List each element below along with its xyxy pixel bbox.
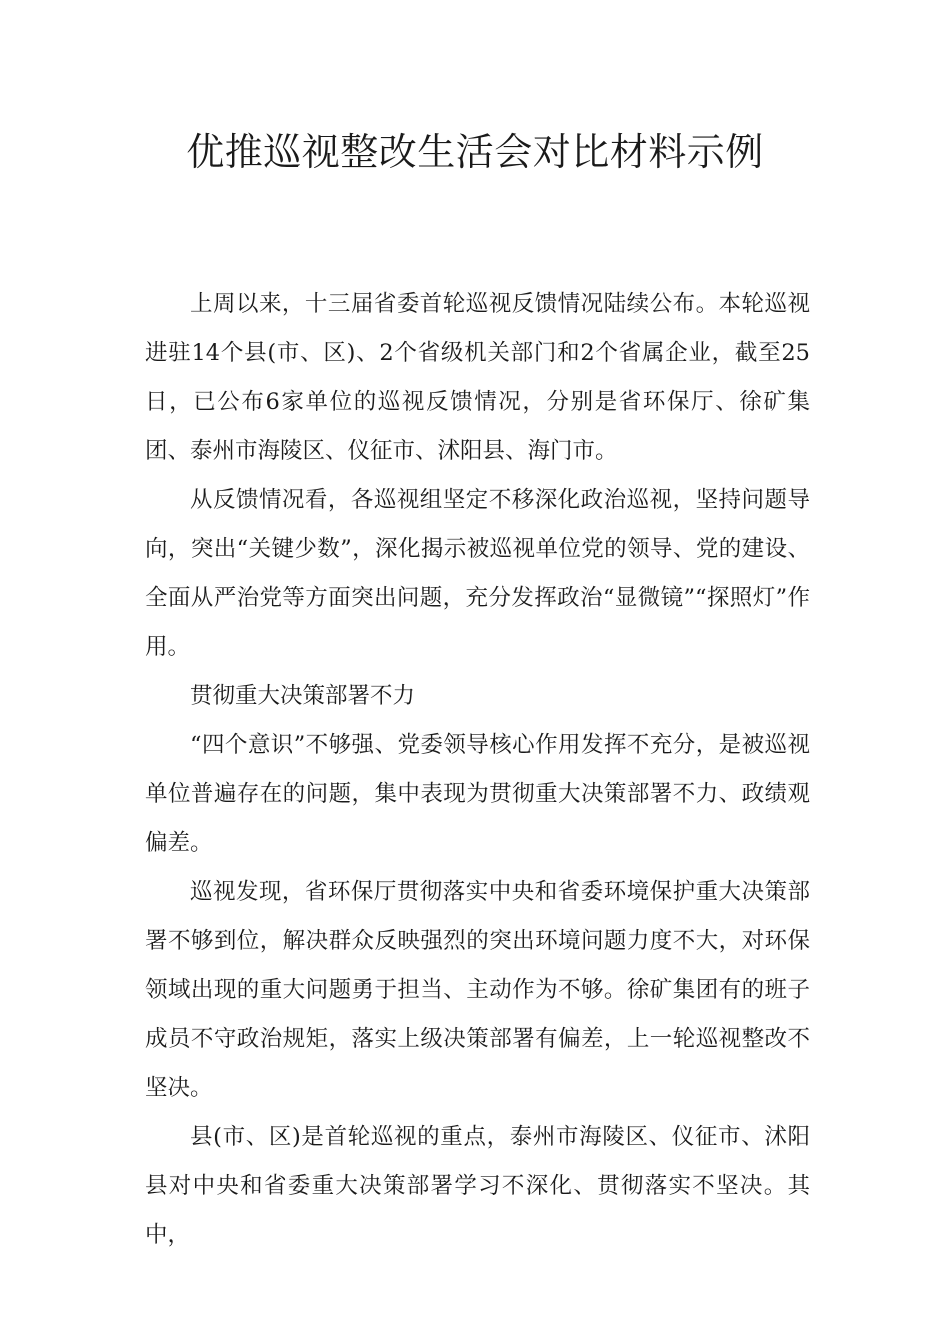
- document-title: 优推巡视整改生活会对比材料示例: [186, 130, 764, 174]
- paragraph-county-focus: 县(市、区)是首轮巡视的重点，泰州市海陵区、仪征市、沭阳县对中央和省委重大决策部署学习不深化、贯彻落实不坚决。其中，: [145, 1124, 810, 1248]
- paragraph-intro: 上周以来，十三届省委首轮巡视反馈情况陆续公布。本轮巡视进驻14个县(市、区)、2个省级机关部门和2个省属企业，截至25日，已公布6家单位的巡视反馈情况，分别是省环保厅、徐矿集团、泰州市海陵区、仪征市、沭阳县、海门市。: [145, 291, 810, 464]
- paragraph-inspection-findings: 巡视发现，省环保厅贯彻落实中央和省委环境保护重大决策部署不够到位，解决群众反映强烈的突出环境问题力度不大，对环保领域出现的重大问题勇于担当、主动作为不够。徐矿集团有的班子成员不守政治规矩，落实上级决策部署有偏差，上一轮巡视整改不坚决。: [145, 879, 810, 1101]
- document-body: [145, 280, 810, 1260]
- paragraph-feedback-overview: 从反馈情况看，各巡视组坚定不移深化政治巡视，坚持问题导向，突出“关键少数”，深化揭示被巡视单位党的领导、党的建设、全面从严治党等方面突出问题，充分发挥政治“显微镜”“探照灯”作用。: [145, 487, 810, 660]
- paragraph-four-consciousness: “四个意识”不够强、党委领导核心作用发挥不充分，是被巡视单位普遍存在的问题，集中表现为贯彻重大决策部署不力、政绩观偏差。: [145, 732, 810, 856]
- section-heading: 贯彻重大决策部署不力: [190, 683, 416, 709]
